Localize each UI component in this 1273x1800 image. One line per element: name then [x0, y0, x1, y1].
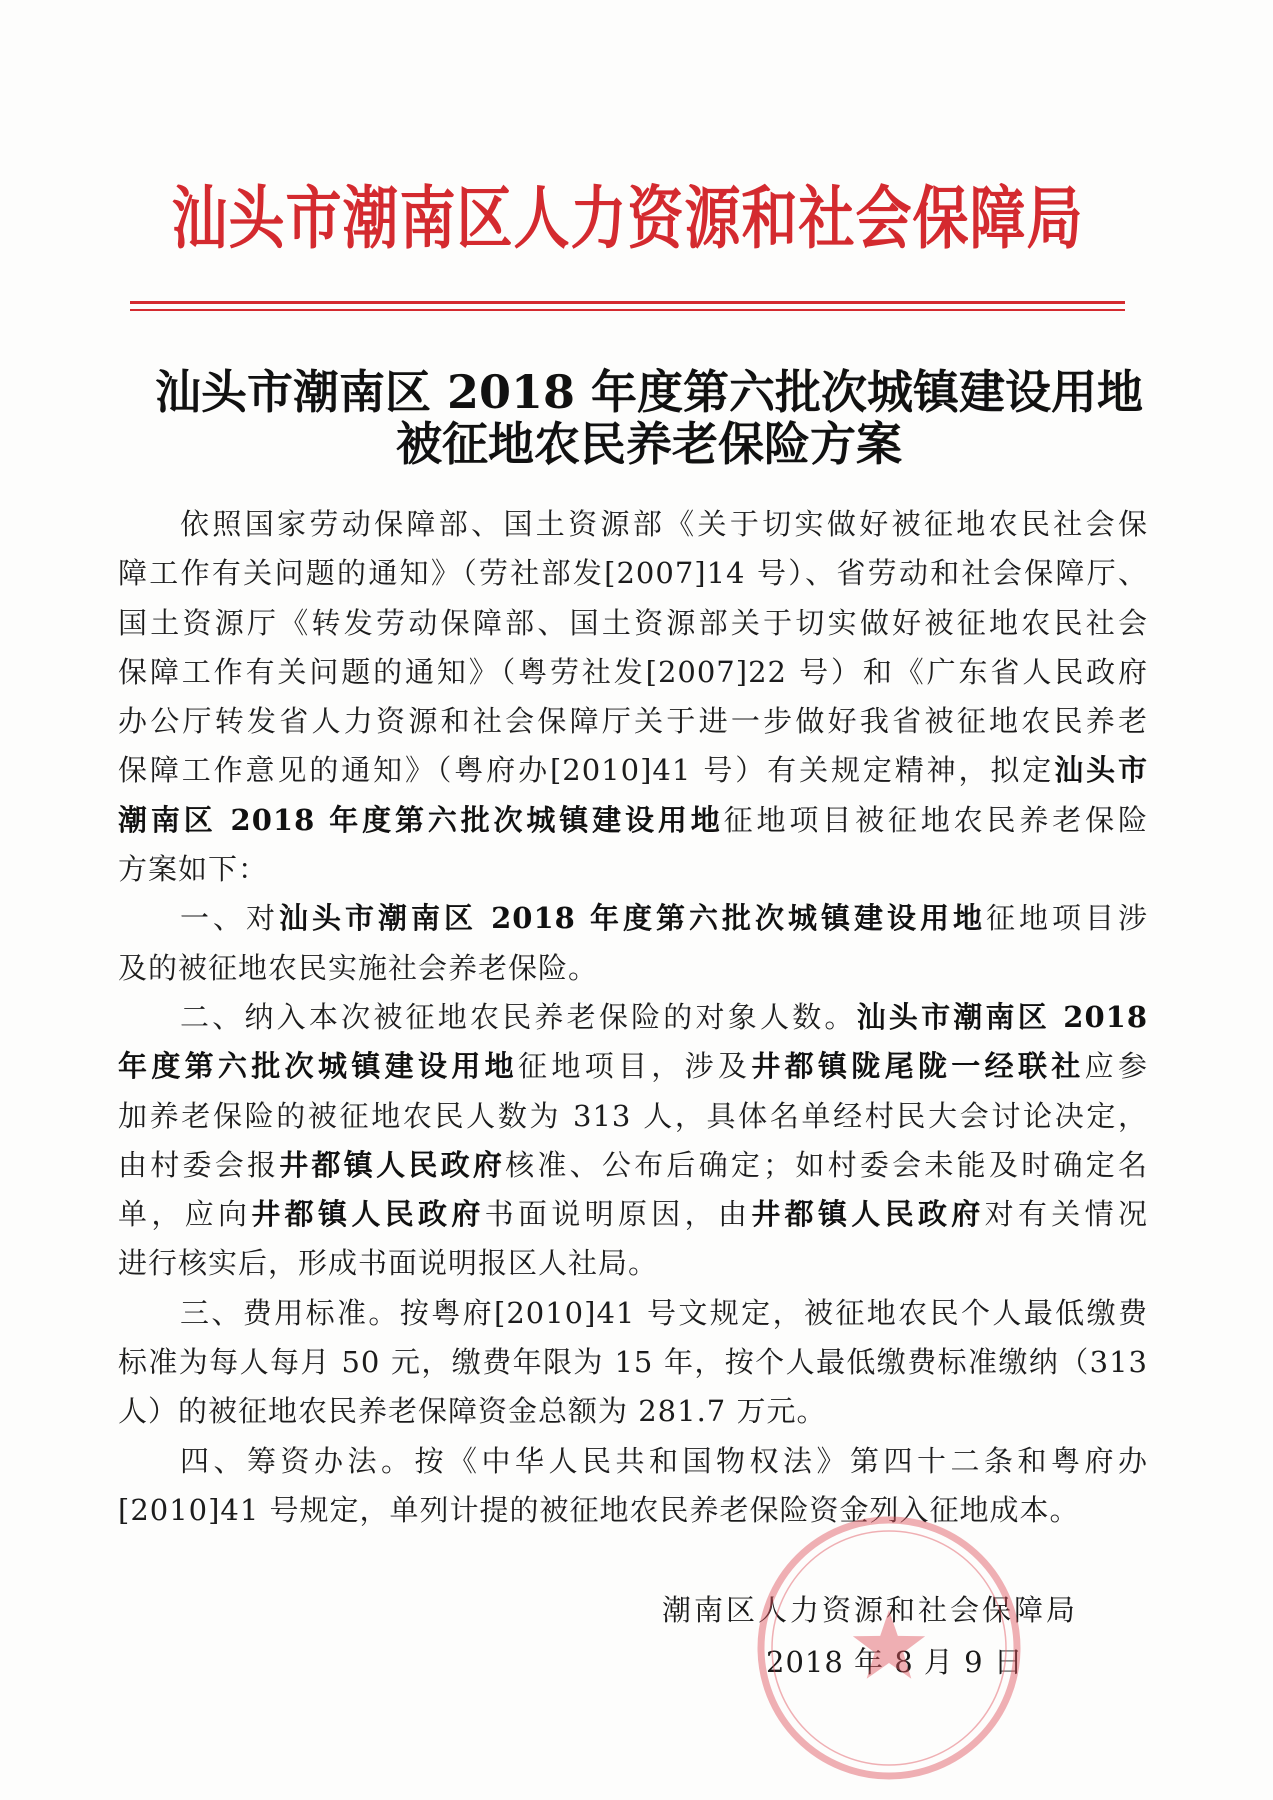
- letterhead-title: 汕头市潮南区人力资源和社会保障局: [171, 178, 1084, 260]
- paragraph-line: [118, 1141, 1148, 1190]
- emphasis-text: 汕头市: [1054, 753, 1148, 788]
- body-text: 方案如下：: [118, 852, 269, 887]
- body-text: 及的被征地农民实施社会养老保险。: [118, 950, 599, 985]
- emphasis-text: 井都镇陇尾陇一经联社: [751, 1049, 1085, 1084]
- paragraph-line: [118, 944, 1148, 993]
- paragraph-line: [118, 1289, 1148, 1338]
- paragraph-item-3: [118, 1289, 1148, 1437]
- body-text: 四、筹资办法。按《中华人民共和国物权法》第四十二条和粤府办: [180, 1443, 1148, 1478]
- paragraph-line: [118, 894, 1148, 943]
- paragraph-line: [118, 1042, 1148, 1091]
- body-text: 二、纳入本次被征地农民养老保险的对象人数。: [180, 999, 857, 1034]
- emphasis-text: 年度第六批次城镇建设用地: [118, 1049, 518, 1084]
- document-body: [118, 500, 1148, 1535]
- body-text: 加养老保险的被征地农民人数为 313 人，具体名单经村民大会讨论决定，: [118, 1098, 1148, 1133]
- paragraph-item-2: [118, 993, 1148, 1289]
- paragraph-line: [118, 599, 1148, 648]
- body-text: 人）的被征地农民养老保障资金总额为 281.7 万元。: [118, 1394, 827, 1429]
- paragraph-line: [118, 796, 1148, 845]
- body-text: 保障工作有关问题的通知》（粤劳社发[2007]22 号）和《广东省人民政府: [118, 654, 1148, 689]
- emphasis-text: 潮南区 2018 年度第六批次城镇建设用地: [118, 802, 724, 837]
- body-text: 由村委会报: [118, 1147, 280, 1182]
- body-text: [2010]41 号规定，单列计提的被征地农民养老保险资金列入征地成本。: [118, 1492, 1080, 1527]
- paragraph-line: [118, 746, 1148, 795]
- paragraph-item-1: [118, 894, 1148, 993]
- emphasis-text: 井都镇人民政府: [751, 1197, 985, 1232]
- signature-date: 2018 年 8 月 9 日: [766, 1645, 1024, 1679]
- body-text: 征地项目被征地农民养老保险: [723, 802, 1148, 837]
- body-text: 障工作有关问题的通知》（劳社部发[2007]14 号）、省劳动和社会保障厅、: [118, 556, 1148, 591]
- emphasis-text: 汕头市潮南区 2018 年度第六批次城镇建设用地: [279, 901, 986, 936]
- body-text: 依照国家劳动保障部、国土资源部《关于切实做好被征地农民社会保: [180, 507, 1148, 541]
- paragraph-preamble: [118, 500, 1148, 894]
- body-text: 三、费用标准。按粤府[2010]41 号文规定，被征地农民个人最低缴费: [180, 1295, 1148, 1330]
- paragraph-item-4: [118, 1437, 1148, 1536]
- paragraph-line: [118, 993, 1148, 1042]
- paragraph-line: [118, 648, 1148, 697]
- paragraph-line: [118, 697, 1148, 746]
- paragraph-line: [118, 1190, 1148, 1239]
- letterhead-rule: [130, 301, 1125, 304]
- emphasis-text: 井都镇人民政府: [279, 1147, 506, 1182]
- paragraph-line: [118, 1437, 1148, 1486]
- paragraph-line: [118, 549, 1148, 598]
- body-text: 应参: [1084, 1049, 1148, 1084]
- body-text: 书面说明原因，由: [484, 1197, 752, 1232]
- body-text: 保障工作意见的通知》（粤府办[2010]41 号）有关规定精神，拟定: [118, 753, 1055, 788]
- emphasis-text: 汕头市潮南区 2018: [856, 999, 1148, 1034]
- document-title-line: 汕头市潮南区 2018 年度第六批次城镇建设用地: [154, 365, 1144, 419]
- body-text: 征地项目，涉及: [517, 1049, 752, 1084]
- body-text: 一、对: [180, 901, 280, 936]
- body-text: 对有关情况: [984, 1197, 1148, 1232]
- paragraph-line: [118, 1239, 1148, 1288]
- letterhead-rule: [130, 309, 1125, 311]
- paragraph-line: [118, 1387, 1148, 1436]
- document-title-line: 被征地农民养老保险方案: [396, 417, 902, 471]
- body-text: 办公厅转发省人力资源和社会保障厅关于进一步做好我省被征地农民养老: [118, 704, 1148, 739]
- body-text: 进行核实后，形成书面说明报区人社局。: [118, 1246, 659, 1281]
- body-text: 国土资源厅《转发劳动保障部、国土资源部关于切实做好被征地农民社会: [118, 605, 1148, 640]
- emphasis-text: 井都镇人民政府: [251, 1197, 485, 1232]
- paragraph-line: [118, 1486, 1148, 1535]
- paragraph-line: [118, 1092, 1148, 1141]
- paragraph-line: [118, 1338, 1148, 1387]
- body-text: 核准、公布后确定；如村委会未能及时确定名: [505, 1147, 1148, 1182]
- body-text: 标准为每人每月 50 元，缴费年限为 15 年，按个人最低缴费标准缴纳（313: [118, 1345, 1148, 1380]
- document-title: [120, 366, 1178, 470]
- signature-organization: 潮南区人力资源和社会保障局: [662, 1593, 1079, 1627]
- paragraph-line: [118, 845, 1148, 894]
- paragraph-line: [118, 500, 1148, 549]
- body-text: 单，应向: [118, 1197, 252, 1232]
- body-text: 征地项目涉: [985, 901, 1148, 936]
